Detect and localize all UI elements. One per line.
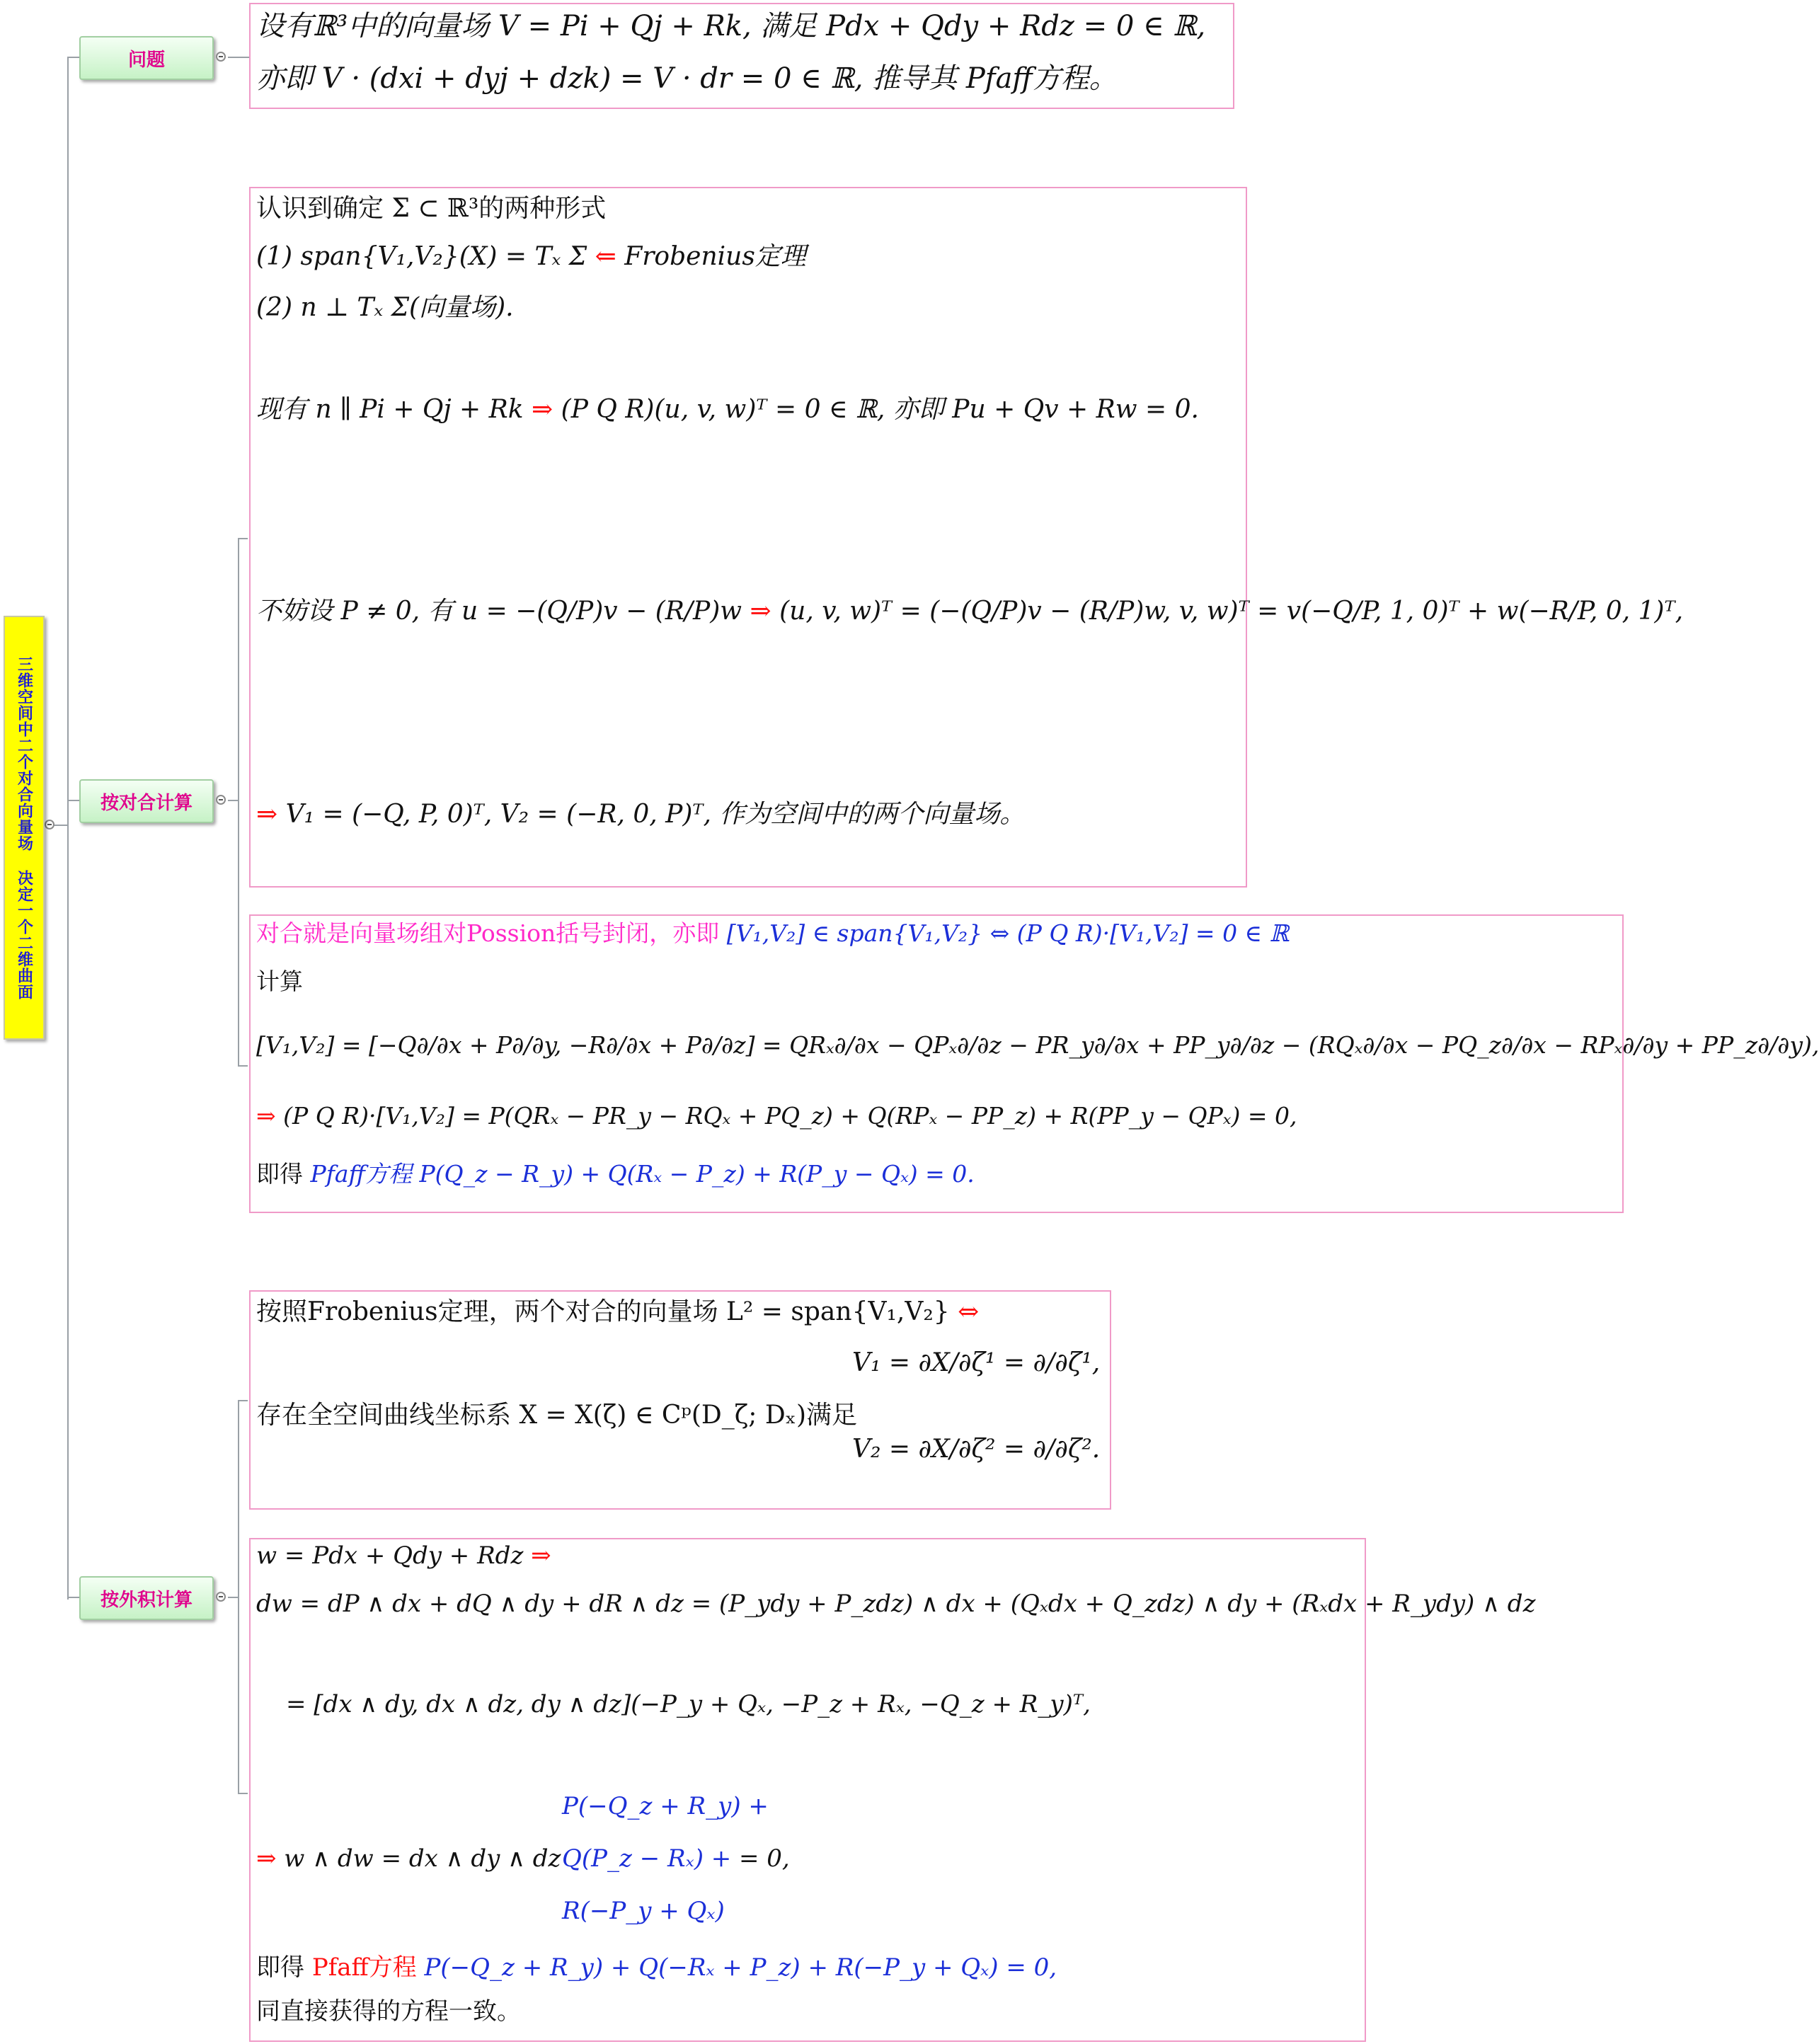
setup-line-6: ⇒ V₁ = (−Q, P, 0)ᵀ, V₂ = (−R, 0, P)ᵀ, 作为空间中的两个向量场。: [256, 800, 1026, 829]
setup-line-1: 认识到确定 Σ ⊂ ℝ³的两种形式: [256, 194, 607, 223]
setup-line-5: 不妨设 P ≠ 0, 有 u = −(Q/P)v − (R/P)w ⇒ (u, v, w)ᵀ = (−(Q/P)v − (R/P)w, v, w)ᵀ = v(−Q/P, 1, 0)ᵀ + w(−R/P, 0, 1)ᵀ,: [256, 597, 1684, 626]
exterior-stub: [228, 1597, 238, 1598]
involution-bracket: [238, 538, 239, 1065]
bracket-line-2: 计算: [256, 968, 303, 995]
exterior-line-3: = [dx ∧ dy, dx ∧ dz, dy ∧ dz](−P_y + Qₓ, −P_z + Rₓ, −Q_z + R_y)ᵀ,: [286, 1690, 1091, 1718]
exterior-bracket: [238, 1400, 239, 1793]
setup-line-4: 现有 n ∥ Pi + Qj + Rk ⇒ (P Q R)(u, v, w)ᵀ = 0 ∈ ℝ, 亦即 Pu + Qv + Rw = 0.: [256, 395, 1199, 424]
setup-line-2: (1) span{V₁,V₂}(X) = Tₓ Σ ⇐ Frobenius定理: [256, 242, 806, 271]
implies-arrow: ⇒: [256, 1102, 276, 1130]
involution-bracket-bottom: [238, 1065, 248, 1067]
implies-arrow: ⇒: [256, 800, 278, 829]
exterior-bracket-top: [238, 1400, 248, 1401]
implies-arrow: ⇒: [256, 1844, 277, 1873]
implied-by-arrow: ⇐: [595, 242, 616, 271]
branch-problem[interactable]: 问题: [79, 36, 214, 80]
branch-connector-3: [67, 1597, 80, 1598]
exterior-bracket-bottom: [238, 1793, 248, 1794]
exterior-line-2: dw = dP ∧ dx + dQ ∧ dy + dR ∧ dz = (P_ydy + P_zdz) ∧ dx + (Qₓdx + Q_zdz) ∧ dy + (Rₓdx + R_ydy) ∧ dz: [256, 1590, 1536, 1618]
involution-setup-box[interactable]: [249, 187, 1684, 888]
frobenius-box[interactable]: [249, 1290, 1111, 1510]
exterior-line-5: 即得 Pfaff方程 P(−Q_z + R_y) + Q(−Rₓ + P_z) + R(−P_y + Qₓ) = 0,: [256, 1953, 1057, 1982]
frobenius-case-2: V₂ = ∂X/∂ζ² = ∂/∂ζ².: [852, 1435, 1101, 1464]
exterior-line-4-tail: = 0,: [739, 1844, 790, 1873]
branch-problem-toggle[interactable]: [216, 52, 226, 62]
branch-connector-1: [67, 57, 80, 58]
setup-line-3: (2) n ⊥ Tₓ Σ(向量场).: [256, 293, 514, 322]
problem-box[interactable]: [249, 3, 1234, 109]
problem-stub: [228, 57, 249, 58]
bracket-line-3: [V₁,V₂] = [−Q∂/∂x + P∂/∂y, −R∂/∂x + P∂/∂z] = QRₓ∂/∂x − QPₓ∂/∂z − PR_y∂/∂x + PP_y∂/∂z − (RQₓ∂/∂x − PQ_z∂/∂x − RPₓ∂/∂y + PP_z∂/∂y),: [256, 1031, 1819, 1059]
branch-exterior-toggle[interactable]: [216, 1592, 226, 1602]
involution-bracket-top: [238, 538, 248, 539]
iff-arrow: ⇔: [958, 1297, 980, 1326]
root-collapse-toggle[interactable]: [45, 820, 54, 829]
branch-connector-2: [67, 800, 80, 801]
involution-stub: [228, 800, 238, 801]
implies-arrow: ⇒: [750, 597, 771, 626]
frobenius-case-1: V₁ = ∂X/∂ζ¹ = ∂/∂ζ¹,: [852, 1348, 1101, 1377]
branch-involution[interactable]: 按对合计算: [79, 779, 214, 823]
branch-exterior[interactable]: 按外积计算: [79, 1576, 214, 1620]
root-connector-vertical: [67, 57, 69, 1600]
bracket-line-1: 对合就是向量场组对Possion括号封闭，亦即 [V₁,V₂] ∈ span{V₁,V₂} ⇔ (P Q R)·[V₁,V₂] = 0 ∈ ℝ: [256, 919, 1289, 947]
exterior-line-4: ⇒ w ∧ dw = dx ∧ dy ∧ dz: [256, 1844, 561, 1873]
frobenius-line-1: 按照Frobenius定理，两个对合的向量场 L² = span{V₁,V₂} ⇔: [256, 1297, 980, 1326]
bracket-line-4: ⇒ (P Q R)·[V₁,V₂] = P(QRₓ − PR_y − RQₓ + PQ_z) + Q(RPₓ − PP_z) + R(PP_y − QPₓ) = 0,: [256, 1102, 1297, 1130]
frobenius-line-2: 存在全空间曲线坐标系 X = X(ζ) ∈ Cᵖ(D_ζ; Dₓ)满足: [256, 1401, 857, 1430]
exterior-case-2: Q(P_z − Rₓ) +: [562, 1844, 732, 1873]
branch-involution-toggle[interactable]: [216, 795, 226, 805]
bracket-line-5: 即得 Pfaff方程 P(Q_z − R_y) + Q(Rₓ − P_z) + R(P_y − Qₓ) = 0.: [256, 1160, 975, 1188]
exterior-line-1: w = Pdx + Qdy + Rdz ⇒: [256, 1541, 551, 1570]
problem-line-2: 亦即 V · (dxi + dyj + dzk) = V · dr = 0 ∈ ℝ, 推导其 Pfaff方程。: [256, 62, 1118, 95]
problem-line-1: 设有ℝ³中的向量场 V = Pi + Qj + Rk, 满足 Pdx + Qdy + Rdz = 0 ∈ ℝ,: [256, 10, 1206, 42]
root-topic[interactable]: 三维空间中二个对合向量场 决定一个二维曲面: [4, 616, 45, 1040]
exterior-case-3: R(−P_y + Qₓ): [562, 1897, 725, 1925]
implies-arrow: ⇒: [532, 395, 553, 424]
exterior-line-6: 同直接获得的方程一致。: [256, 1997, 521, 2026]
implies-arrow: ⇒: [531, 1541, 551, 1570]
exterior-product-box[interactable]: [249, 1538, 1536, 2042]
exterior-case-1: P(−Q_z + R_y) +: [562, 1792, 769, 1820]
involution-bracket-box[interactable]: [249, 914, 1819, 1213]
